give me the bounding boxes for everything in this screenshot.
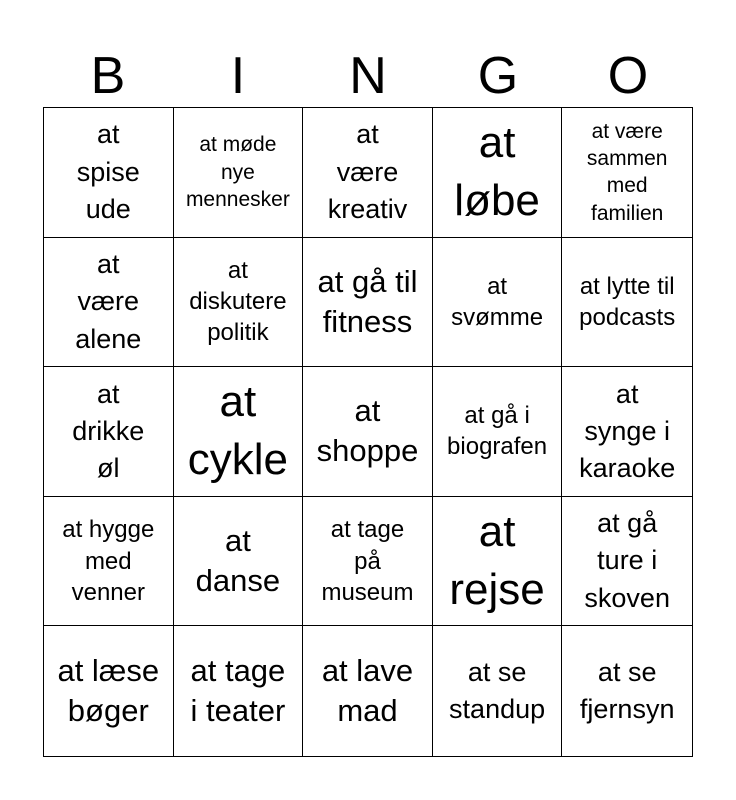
cell-label: at gå til fitness: [317, 263, 418, 339]
cell-label: at tage i teater: [190, 652, 286, 729]
cell-label: at shoppe: [316, 393, 419, 469]
bingo-cell-r1-c4[interactable]: [433, 108, 563, 238]
bingo-cell-r3-c1[interactable]: [44, 367, 174, 497]
bingo-cell-r5-c1[interactable]: [44, 626, 174, 756]
bingo-cell-r5-c3[interactable]: [303, 626, 433, 756]
bingo-cell-r4-c2[interactable]: [174, 497, 304, 627]
cell-label: at svømme: [451, 272, 544, 331]
header-letter-g: G: [477, 47, 519, 105]
cell-label: at lytte til podcasts: [579, 272, 676, 331]
cell-label: at drikke øl: [72, 378, 145, 484]
cell-label: at være kreativ: [327, 119, 408, 224]
cell-label: at hygge med venner: [62, 516, 155, 606]
cell-label: at lave mad: [321, 652, 414, 729]
cell-label: at se standup: [449, 656, 546, 725]
header-letter-n: N: [349, 47, 387, 105]
bingo-cell-r2-c1[interactable]: [44, 238, 174, 368]
bingo-cell-r2-c5[interactable]: [562, 238, 692, 368]
bingo-cell-r5-c4[interactable]: [433, 626, 563, 756]
cell-label: at rejse: [449, 506, 545, 615]
cell-label: at danse: [195, 522, 281, 599]
bingo-cell-r4-c4[interactable]: [433, 497, 563, 627]
cell-label: at diskutere politik: [189, 257, 287, 347]
cell-label: at synge i karaoke: [579, 378, 676, 484]
bingo-cell-r3-c2[interactable]: [174, 367, 304, 497]
bingo-cell-r5-c2[interactable]: [174, 626, 304, 756]
bingo-cell-r1-c1[interactable]: [44, 108, 174, 238]
bingo-cell-r4-c3[interactable]: [303, 497, 433, 627]
bingo-cell-r5-c5[interactable]: [562, 626, 692, 756]
cell-label: at læse bøger: [57, 652, 160, 729]
cell-label: at være sammen med familien: [586, 119, 668, 225]
cell-label: at være alene: [75, 249, 142, 354]
bingo-cell-r3-c3[interactable]: [303, 367, 433, 497]
cell-label: at møde nye mennesker: [185, 133, 290, 211]
bingo-cell-r3-c4[interactable]: [433, 367, 563, 497]
bingo-board: [43, 107, 693, 757]
header-letter-o: O: [607, 47, 649, 105]
bingo-cell-r1-c2[interactable]: [174, 108, 304, 238]
header-letter-i: I: [230, 47, 246, 105]
bingo-cell-r1-c5[interactable]: [562, 108, 692, 238]
bingo-header: [43, 44, 693, 108]
bingo-cell-r4-c5[interactable]: [562, 497, 692, 627]
cell-label: at gå i biografen: [447, 402, 548, 461]
cell-label: at se fjernsyn: [579, 656, 675, 725]
bingo-cell-r3-c5[interactable]: [562, 367, 692, 497]
bingo-cell-r4-c1[interactable]: [44, 497, 174, 627]
cell-label: at cykle: [187, 376, 289, 485]
cell-label: at løbe: [454, 117, 540, 226]
bingo-cell-r2-c4[interactable]: [433, 238, 563, 368]
bingo-cell-r2-c2[interactable]: [174, 238, 304, 368]
header-letter-b: B: [90, 47, 126, 105]
bingo-cell-r1-c3[interactable]: [303, 108, 433, 238]
cell-label: at spise ude: [76, 119, 140, 224]
bingo-cell-r2-c3[interactable]: [303, 238, 433, 368]
cell-label: at tage på museum: [321, 516, 414, 606]
cell-label: at gå ture i skoven: [584, 508, 670, 613]
